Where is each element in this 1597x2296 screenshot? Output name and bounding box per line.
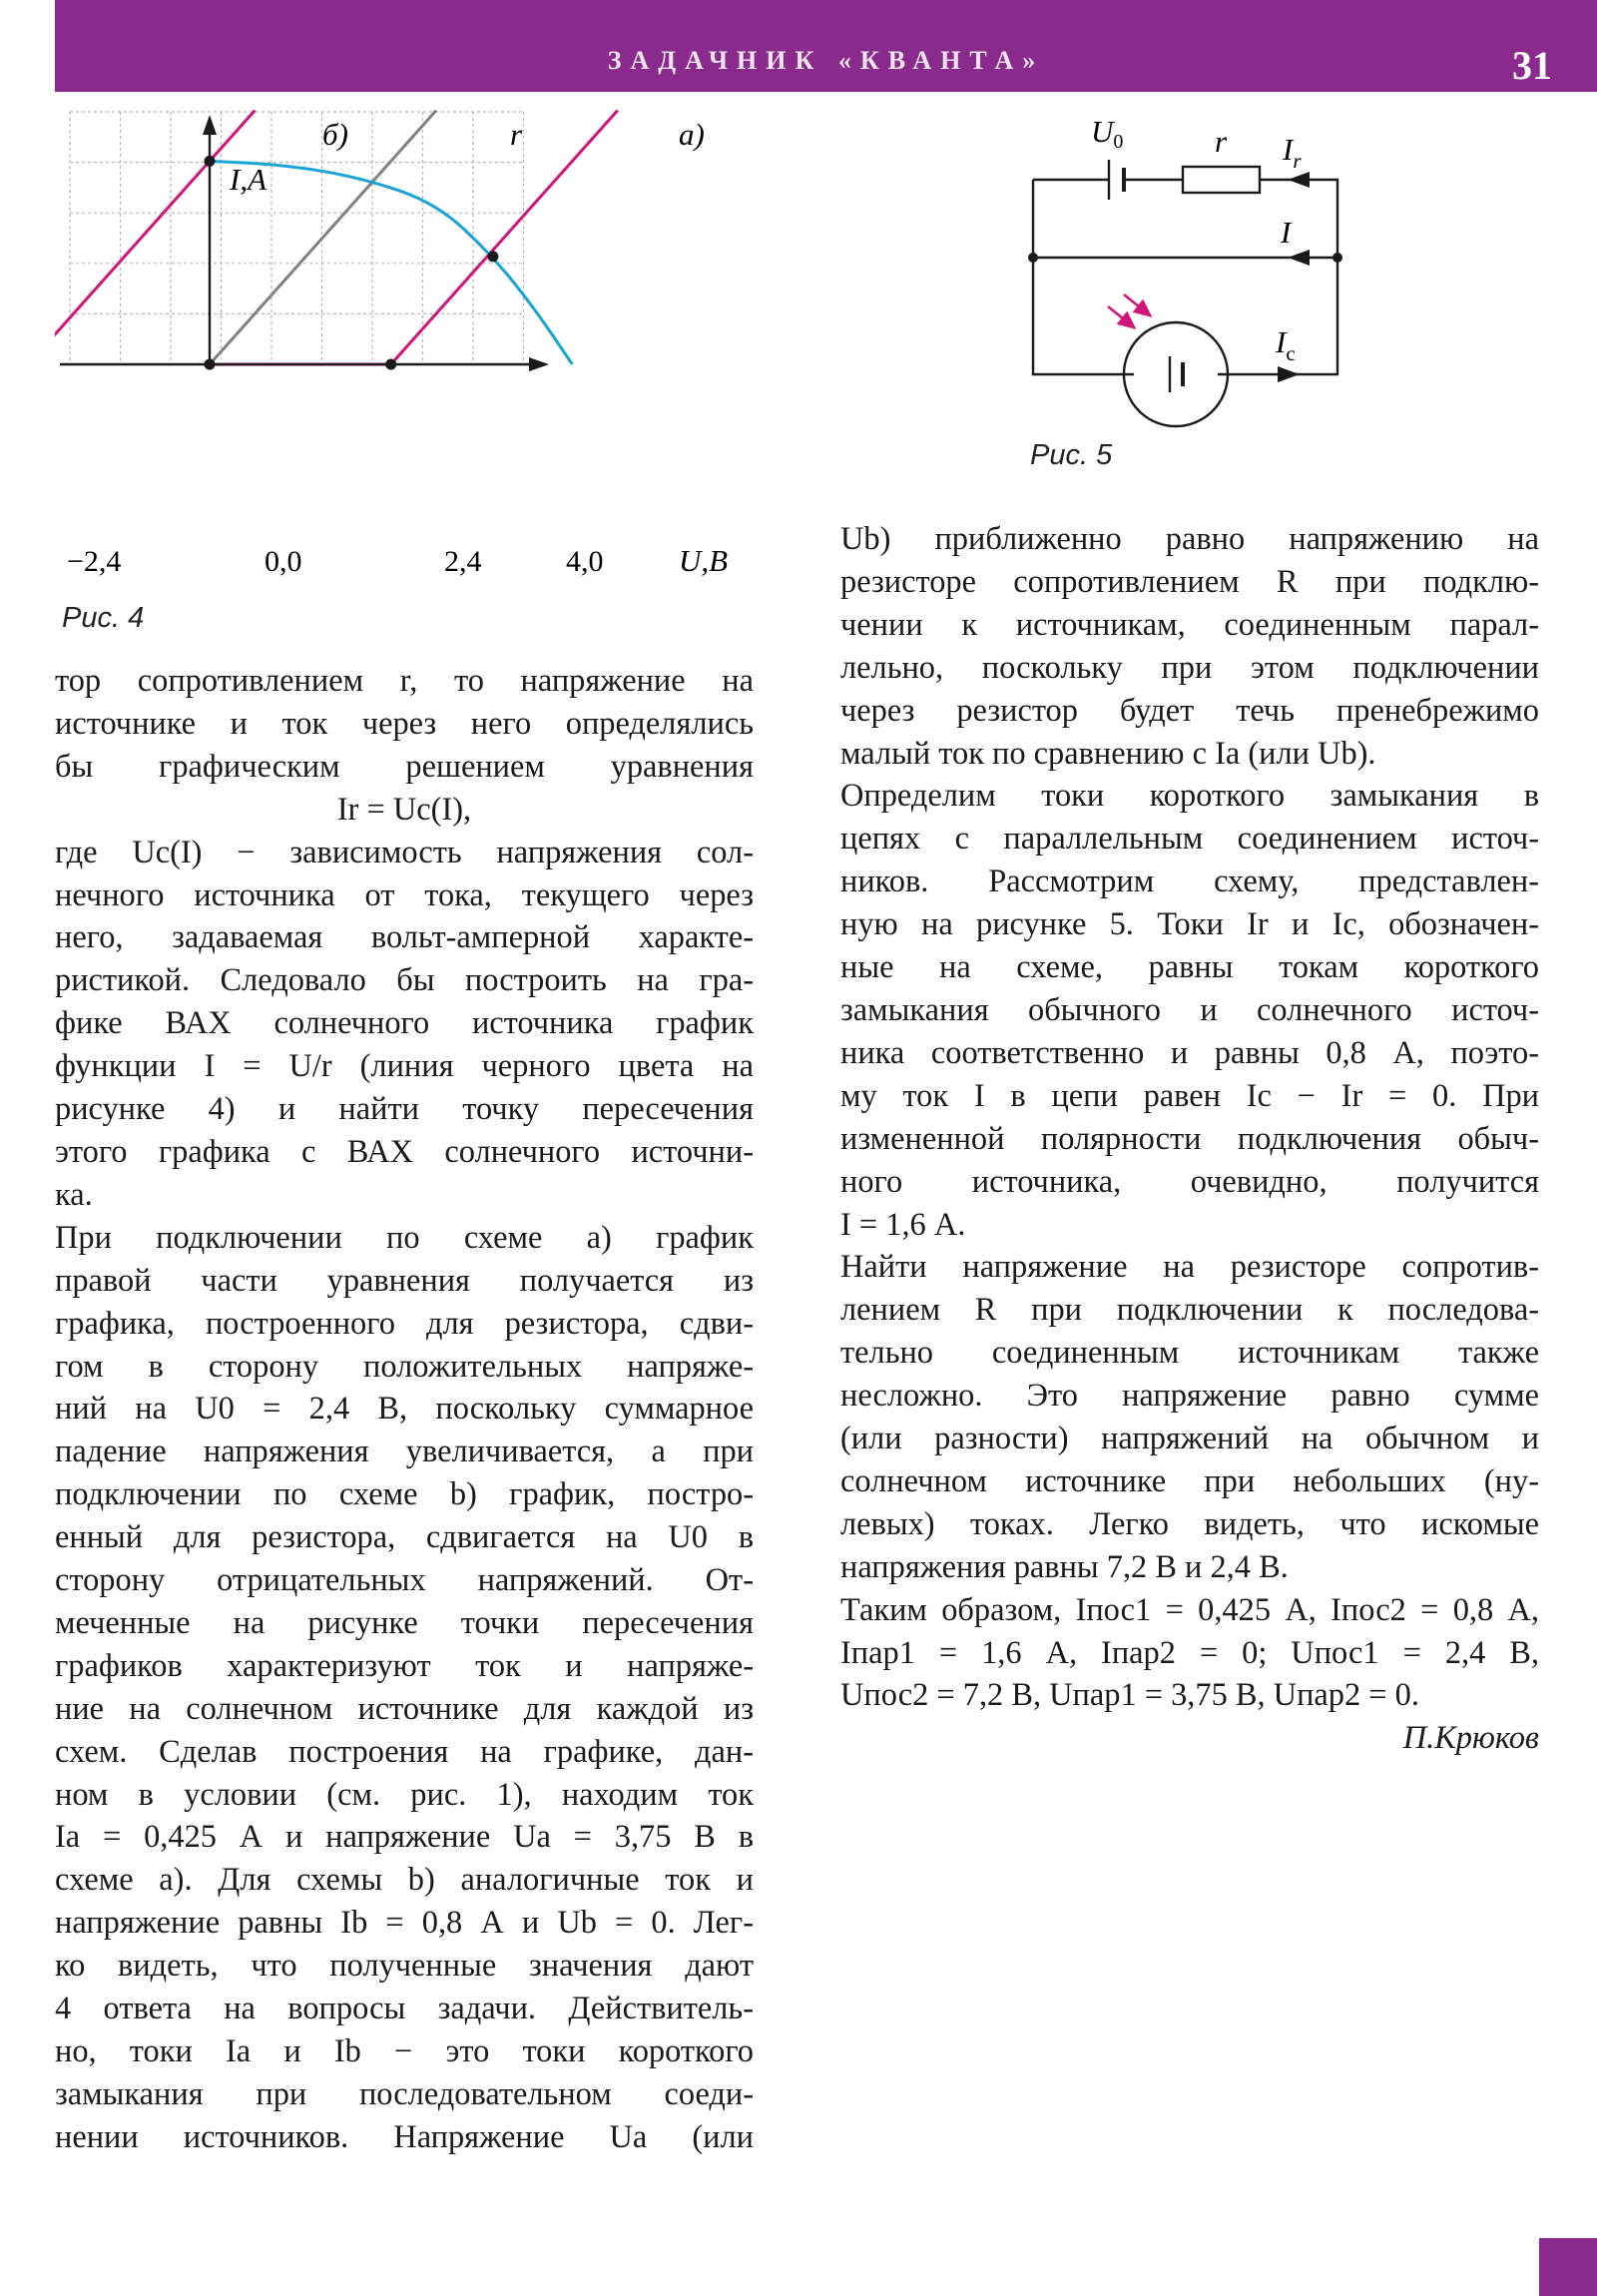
text-line: малый ток по сравнению с Ia (или Ub). [840,735,1376,772]
journal-section-title: ЗАДАЧНИК «КВАНТА» [607,46,1045,75]
graph-point [205,359,216,370]
text-line: Найти напряжение на резисторе сопротив- [840,1249,1539,1286]
right-text-column [840,518,1539,1760]
text-line: ний на U0 = 2,4 В, поскольку суммарное [55,1391,754,1428]
text-line: схем. Сделав построения на графике, дан- [55,1733,754,1770]
text-line: напряжения равны 7,2 В и 2,4 В. [840,1548,1289,1585]
text-line: графика, построенного для резистора, сдви- [55,1305,754,1342]
arrow-ir [1288,172,1310,188]
junction-left [1028,253,1038,263]
text-line: правой части уравнения получается из [55,1262,754,1299]
text-line: рисунке 4) и найти точку пересечения [55,1091,754,1128]
text-line: 4 ответа на вопросы задачи. Действитель- [55,1991,754,2027]
text-line: фике ВАХ солнечного источника график [55,1005,754,1042]
text-line: него, задаваемая вольт-амперной характе- [55,919,754,956]
solar-cell-circle [1124,322,1228,426]
graph-point [385,359,396,370]
page-number: 31 [1512,43,1552,88]
text-line: источнике и ток через него определялись [55,705,754,742]
text-line: измененной полярности подключения обыч- [840,1120,1539,1157]
x-axis-label: U,B [679,543,729,578]
text-line: тор сопротивлением r, то напряжение на [55,663,754,699]
text-line: графиков характеризуют ток и напряже- [55,1647,754,1684]
text-line: Таким образом, Iпос1 = 0,425 А, Iпос2 = 0,8 А, [840,1591,1539,1628]
text-line: гом в сторону положительных напряже- [55,1348,754,1385]
page-corner-mark [1539,2238,1597,2296]
text-line: нении источников. Напряжение Ua (или [55,2118,754,2155]
text-line: ко видеть, что полученные значения дают [55,1948,754,1985]
text-line: ного источника, очевидно, получится [840,1163,1539,1200]
text-line: цепях с параллельным соединением источ- [840,821,1539,858]
figure-5-caption: Рис. 5 [1030,439,1113,471]
text-line: ка. [55,1176,93,1213]
circuit-top-wire [1033,180,1337,258]
figure-4-caption: Рис. 4 [62,602,145,634]
text-line: Ir = Uc(I), [336,791,472,828]
text-line: падение напряжения увеличивается, а при [55,1434,754,1470]
text-line: ние на солнечном источнике для каждой из [55,1690,754,1727]
text-line: ника соответственно и равны 0,8 А, поэто- [840,1034,1539,1071]
line-label-b: б) [322,117,348,152]
text-line: П.Крюков [1402,1720,1539,1757]
text-line: му ток I в цепи равен Ic − Ir = 0. При [840,1077,1539,1114]
arrow-i [1288,250,1310,266]
text-line: напряжение равны Ib = 0,8 А и Ub = 0. Лег- [55,1905,754,1942]
text-line: левых) токах. Легко видеть, что искомые [840,1505,1539,1542]
text-line: меченные на рисунке точки пересечения [55,1604,754,1641]
text-line: Ub) приближенно равно напряжению на [840,521,1539,557]
figure-4-graph [55,110,754,589]
graph-grid [70,112,524,364]
label-i: I [1281,215,1292,250]
text-line: ристикой. Следовало бы построить на гра- [55,962,754,999]
text-line: ные на схеме, равны токам короткого [840,949,1539,986]
x-axis-arrow [529,357,549,371]
text-line: Определим токи короткого замыкания в [840,778,1539,815]
tick-label-4-0: 4,0 [566,545,604,578]
graph-point [487,251,498,262]
light-arrows [1108,294,1150,327]
text-line: ном в условии (см. рис. 1), находим ток [55,1776,754,1813]
tick-label-neg-2-4: −2,4 [67,545,122,578]
text-line: где Uc(I) − зависимость напряжения сол- [55,834,754,870]
text-line: этого графика с ВАХ солнечного источни- [55,1133,754,1170]
left-text-column [55,660,754,2159]
tick-label-0-0: 0,0 [265,545,302,578]
text-line: но, токи Ia и Ib − это токи короткого [55,2033,754,2069]
figure-5-circuit [1018,110,1387,439]
text-line: схеме а). Для схемы b) аналогичные ток и [55,1862,754,1899]
page-header [55,0,1597,92]
text-line: замыкания обычного и солнечного источ- [840,991,1539,1028]
text-line: лением R при подключении к последова- [840,1292,1539,1329]
text-line: функции I = U/r (линия черного цвета на [55,1048,754,1085]
text-line: через резистор будет течь пренебрежимо [840,692,1539,729]
line-b [55,111,255,365]
tick-label-2-4: 2,4 [444,545,482,578]
text-line: нечного источника от тока, текущего через [55,876,754,913]
junction-right [1332,253,1342,263]
label-ir: $I_r$ [1283,132,1302,173]
text-line: подключении по схеме b) график, постро- [55,1476,754,1513]
resistor-body [1183,167,1260,193]
text-line: тельно соединенным источникам также [840,1335,1539,1372]
text-line: несложно. Это напряжение равно сумме [840,1378,1539,1415]
line-label-a: а) [679,117,705,152]
text-line: (или разности) напряжений на обычном и [840,1421,1539,1457]
y-axis-arrow [203,115,217,135]
text-line: чении к источникам, соединенным парал- [840,606,1539,643]
line-a [210,111,618,365]
text-line: ную на рисунке 5. Токи Ir и Ic, обозначен- [840,906,1539,943]
text-line: При подключении по схеме а) график [55,1219,754,1256]
graph-axes [60,115,549,371]
text-line: бы графическим решением уравнения [55,748,754,785]
text-line: I = 1,6 А. [840,1206,966,1243]
line-label-r: r [510,117,523,152]
label-u0: U0 [1091,114,1124,153]
text-line: Uпос2 = 7,2 В, Uпар1 = 3,75 В, Uпар2 = 0. [840,1677,1419,1714]
label-r: r [1215,124,1228,159]
text-line: солнечном источнике при небольших (ну- [840,1462,1539,1499]
text-line: сторону отрицательных напряжений. От- [55,1562,754,1599]
text-line: Ia = 0,425 А и напряжение Ua = 3,75 В в [55,1819,754,1856]
graph-point [205,156,216,167]
y-axis-label: I,A [230,162,267,197]
text-line: Iпар1 = 1,6 А, Iпар2 = 0; Uпос1 = 2,4 В, [840,1634,1539,1671]
text-line: лельно, поскольку при этом подключении [840,649,1539,686]
label-ic: $I_c$ [1276,324,1296,365]
text-line: резисторе сопротивлением R при подклю- [840,563,1539,600]
text-line: енный для резистора, сдвигается на U0 в [55,1519,754,1556]
text-line: ников. Рассмотрим схему, представлен- [840,863,1539,900]
arrow-ic [1278,366,1300,382]
text-line: замыкания при последовательном соеди- [55,2075,754,2112]
